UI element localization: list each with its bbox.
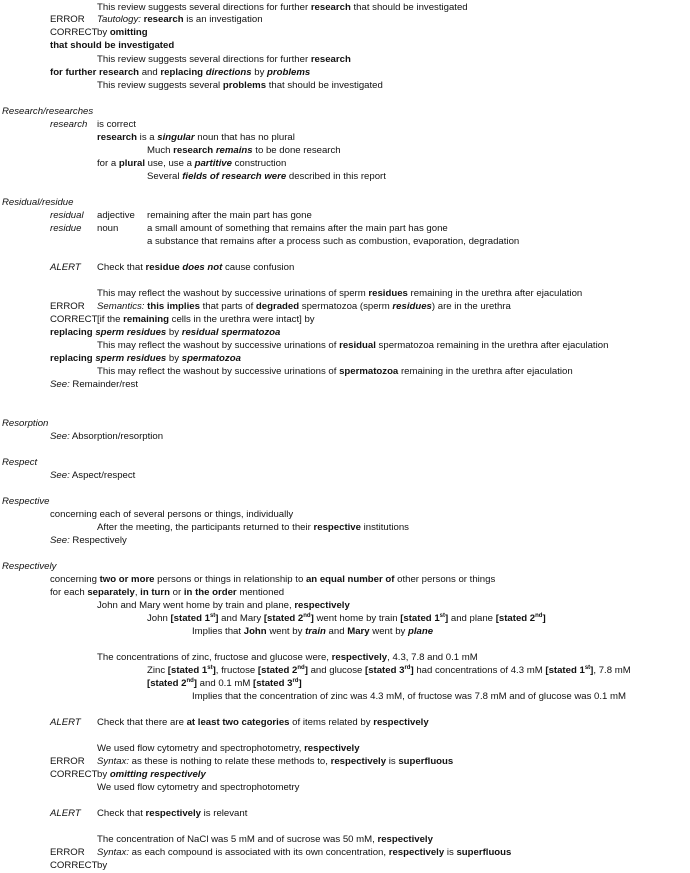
text-run: problems [267,67,311,78]
text-run: ] [304,665,308,676]
text-run: ) are in the urethra [431,301,511,312]
text-run: See: [50,431,70,442]
text-run: separately [87,587,135,598]
text-run: respectively [373,717,429,728]
text-run: is a [137,132,158,143]
text-run: Respect [2,457,38,468]
text-run: ] [542,613,546,624]
text-run: ] [445,613,449,624]
text-line [50,431,163,443]
text-line [97,314,315,326]
text-line [50,223,81,235]
text-line [97,756,453,768]
text-run: Check that there are [97,717,187,728]
text-line [147,223,448,235]
text-line [50,40,174,52]
text-run: Check that [97,262,146,273]
text-line [97,808,247,820]
text-line [192,691,626,703]
text-run: and plane [448,613,496,624]
text-line [50,769,97,781]
text-run: This review suggests several directions for further [97,54,311,65]
text-run: noun [97,223,119,234]
text-run: This may reflect the washout by successive urinations of [97,366,340,377]
text-run: ERROR [50,847,85,858]
text-run: two or more [99,574,155,585]
text-run: replacing [50,327,93,338]
text-line [97,847,511,859]
text-line [97,119,136,131]
text-run: plane [408,626,434,637]
text-run: residual [50,210,84,221]
text-run: ] [298,678,302,689]
text-run: this implies [144,301,200,312]
text-line [97,288,582,300]
text-run: John [147,613,171,624]
text-run: and [139,67,161,78]
text-line [97,340,608,352]
text-run: other persons or things [394,574,496,585]
text-run: Respective [2,496,50,507]
text-run: singular [157,132,195,143]
text-run: ] [310,613,314,624]
text-run: mentioned [236,587,285,598]
text-run: does not [182,262,223,273]
text-line [97,769,206,781]
text-line [97,743,360,755]
text-run: ERROR [50,756,85,767]
text-run: We used flow cytometry and spectrophotometry, [97,743,305,754]
text-run: CORRECT [50,314,98,325]
text-run: superfluous [398,756,454,767]
text-run: is an investigation [183,14,263,25]
text-run: residue [145,262,180,273]
text-run: to be done research [252,145,341,156]
text-run: plural [118,158,145,169]
text-line [97,210,135,222]
text-run: The concentrations of zinc, fructose and glucose were, [97,652,332,663]
text-run: sperm residues [95,353,167,364]
text-run: Research/researches [2,106,94,117]
text-line [97,301,511,313]
text-run: Implies that the concentration of zinc was 4.3 mM, of fructose was 7.8 mM and of glucose was 0.1 mM [192,691,627,702]
text-line [50,379,138,391]
text-run: research [173,145,214,156]
text-line [97,366,573,378]
text-run: ALERT [50,808,81,819]
text-run: fields of research [182,171,262,182]
text-run: Syntax: [97,756,129,767]
text-run: This may reflect the washout by successive urinations of sperm [97,288,369,299]
text-run: Resorption [2,418,49,429]
text-run: respectively [145,808,201,819]
text-line [2,496,49,508]
text-run: construction [231,158,287,169]
text-run: Respectively [69,535,127,546]
text-run: is relevant [201,808,248,819]
text-run: CORRECT [50,860,98,871]
text-line [50,860,97,872]
text-run: is [444,847,457,858]
text-run: adjective [97,210,135,221]
text-run: [stated 3 [253,678,293,689]
text-run: partitive [194,158,232,169]
text-line [97,717,429,729]
text-run: directions [205,67,252,78]
text-line [2,106,93,118]
text-line [50,353,241,365]
text-line [97,223,118,235]
text-run: is correct [97,119,136,130]
text-run: by [166,327,182,338]
text-run: by [97,769,110,780]
text-run: for further research [50,67,140,78]
text-run: had concentrations of 4.3 mM [413,665,546,676]
text-line [50,301,85,313]
text-run: research [97,132,138,143]
text-run: [stated 3 [365,665,405,676]
text-run: spermatozoa (sperm [299,301,393,312]
text-run: respectively [331,652,388,663]
text-line [50,808,81,820]
text-line [2,457,37,469]
text-line [97,80,383,92]
text-run: spermatozoa [339,366,399,377]
text-run: [if the [97,314,124,325]
text-run: went by [369,626,409,637]
text-run: remaining after the main part has gone [147,210,312,221]
text-line [50,470,135,482]
text-run: research [50,119,88,130]
text-run: and glucose [307,665,365,676]
text-run: ERROR [50,14,85,25]
text-run: noun that has no plural [194,132,295,143]
text-run: Semantics: [97,301,145,312]
text-run: respectively [304,743,360,754]
text-line [97,158,286,170]
text-run: superfluous [456,847,512,858]
text-line [147,171,386,183]
text-run: by [97,860,108,871]
text-run: John and Mary went home by train and plane, [97,600,295,611]
text-run: Residual/residue [2,197,74,208]
text-run: spermatozoa [181,353,241,364]
text-run: Mary [347,626,370,637]
text-run: replacing [50,353,93,364]
text-run: CORRECT [50,769,98,780]
text-line [97,522,409,534]
text-run: Check that [97,808,146,819]
text-run: respectively [294,600,350,611]
text-run: remains [215,145,253,156]
text-run: This review suggests several directions for further [97,2,311,13]
text-run: is [386,756,399,767]
text-run: remaining in the urethra after ejaculation [407,288,583,299]
text-run: problems [222,80,267,91]
text-line [50,27,97,39]
text-run: research [143,14,184,25]
text-line [50,717,81,729]
text-line [50,210,84,222]
text-line [50,327,280,339]
text-run: Tautology: [97,14,141,25]
text-line [97,782,299,794]
text-line [50,847,85,859]
text-run: [stated 2 [263,613,304,624]
text-line [147,210,312,222]
text-run: by [251,67,268,78]
text-run: respectively [377,834,433,845]
text-run: Implies that [192,626,244,637]
text-run: residual [339,340,376,351]
text-run: institutions [360,522,409,533]
text-line [50,314,97,326]
text-run: , [134,587,141,598]
text-run: Respectively [2,561,57,572]
text-run: train [305,626,326,637]
text-run: We used flow cytometry and spectrophotometry [97,782,300,793]
text-run: [stated 1 [170,613,210,624]
text-run: persons or things in relationship to [154,574,306,585]
text-run: After the meeting, the participants returned to their [97,522,314,533]
text-run: The concentration of NaCl was 5 mM and of sucrose was 50 mM, [97,834,378,845]
text-run: CORRECT [50,27,98,38]
text-run: residual spermatozoa [181,327,281,338]
text-run: residues [368,288,408,299]
text-line [50,574,495,586]
text-run: residue [50,223,82,234]
text-run: [stated 1 [545,665,585,676]
text-run: ] [212,665,216,676]
text-line [97,2,468,14]
text-run: Absorption/resorption [69,431,164,442]
text-line [50,14,85,26]
text-line [2,197,73,209]
text-run: ] [410,665,414,676]
text-run: , 4.3, 7.8 and 0.1 mM [387,652,478,663]
text-run: ] [193,678,197,689]
text-line [50,587,284,599]
text-run: concerning each of several persons or things, individually [50,509,294,520]
text-run: a small amount of something that remains after the main part has gone [147,223,448,234]
text-run: omitting respectively [109,769,206,780]
text-run: [stated 2 [495,613,536,624]
text-run: as each compound is associated with its own concentration, [129,847,389,858]
text-run: residues [392,301,432,312]
text-run: and 0.1 mM [197,678,253,689]
text-run: were [264,171,287,182]
text-run: or [170,587,184,598]
text-run: concerning [50,574,100,585]
text-run: research [310,2,351,13]
text-run: remaining [123,314,169,325]
text-run: This may reflect the washout by successive urinations of [97,340,340,351]
text-run: and Mary [218,613,264,624]
text-line [97,652,478,664]
text-run: degraded [255,301,300,312]
text-run: See: [50,470,70,481]
text-line [50,67,310,79]
text-line: John [stated 1st] and Mary [stated 2nd] went home by train [stated 1st] and plane [stated 2nd] [147,612,546,624]
text-run: as these is nothing to relate these methods to, [129,756,331,767]
text-run: described in this report [286,171,386,182]
text-run: that should be investigated [50,40,175,51]
text-line: Zinc [stated 1st], fructose [stated 2nd] and glucose [stated 3rd] had concentrations of 4.3 mM [stated 1st], 7.8 mM [147,664,631,676]
text-run: spermatozoa remaining in the urethra after ejaculation [375,340,609,351]
text-run: and [325,626,348,637]
text-line [97,834,433,846]
text-run: [stated 2 [147,678,187,689]
text-run: remaining in the urethra after ejaculation [398,366,573,377]
text-line [97,14,263,26]
text-run: ] [215,613,219,624]
text-run: ALERT [50,717,81,728]
text-run: [stated 1 [400,613,440,624]
text-line [192,626,433,638]
text-line [147,145,341,157]
text-run: Remainder/rest [69,379,138,390]
text-run: ] [590,665,594,676]
text-line [50,119,87,131]
text-run: in the order [183,587,237,598]
text-run: by [97,27,110,38]
text-line [50,756,85,768]
text-run: went by [266,626,306,637]
text-run: use, use a [145,158,195,169]
text-run: research [310,54,351,65]
text-line [2,561,56,573]
text-run: a substance that remains after a process such as combustion, evaporation, degradation [147,236,520,247]
text-run: [stated 1 [167,665,208,676]
text-run: [stated 2 [257,665,298,676]
text-run: that should be investigated [350,2,468,13]
text-line [50,535,127,547]
text-run: ALERT [50,262,81,273]
text-run: in turn [140,587,170,598]
text-run: Aspect/respect [69,470,136,481]
text-run: omitting [109,27,148,38]
text-run: went home by train [313,613,401,624]
text-run: for a [97,158,119,169]
text-run: respective [313,522,361,533]
text-line [97,262,294,274]
text-run: respectively [330,756,387,767]
text-run: , 7.8 mM [593,665,631,676]
text-run: for each [50,587,88,598]
text-line [50,509,293,521]
text-run: ERROR [50,301,85,312]
text-line [2,418,48,430]
text-run: that should be investigated [266,80,383,91]
text-run: an equal number of [305,574,395,585]
text-line [97,860,107,872]
text-run: See: [50,535,70,546]
text-run: Zinc [147,665,168,676]
text-run: sperm residues [95,327,167,338]
text-run: , fructose [215,665,258,676]
text-line: [stated 2nd] and 0.1 mM [stated 3rd] [147,677,302,689]
text-run: by [166,353,182,364]
text-run: at least two categories [186,717,290,728]
text-line [50,262,81,274]
text-run: Much [147,145,174,156]
text-line [97,27,148,39]
text-run: See: [50,379,70,390]
text-run: This review suggests several [97,80,223,91]
text-run: replacing [160,67,204,78]
text-line [97,600,350,612]
text-run: that parts of [199,301,256,312]
text-run: Several [147,171,183,182]
text-run: respectively [388,847,445,858]
text-line [97,132,295,144]
text-run: cause confusion [222,262,295,273]
text-run: of items related by [289,717,374,728]
text-run: John [243,626,267,637]
text-run: cells in the urethra were intact] by [169,314,315,325]
text-line [97,54,351,66]
text-line [147,236,519,248]
text-run: Syntax: [97,847,129,858]
